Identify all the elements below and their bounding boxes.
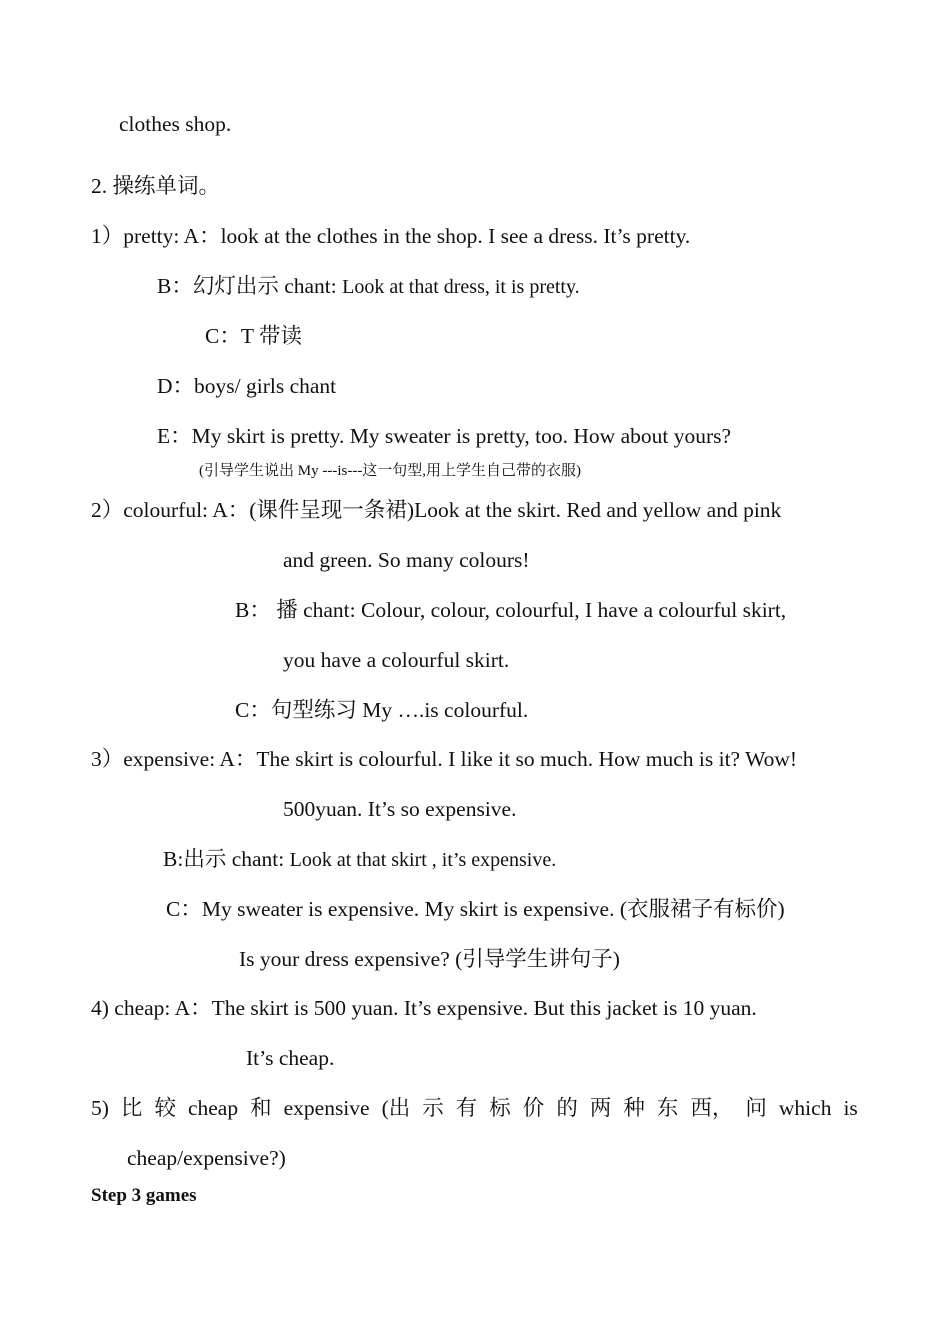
text-line: C：My sweater is expensive. My skirt is expensive. (衣服裙子有标价) (166, 897, 785, 921)
word: 标 (489, 1096, 511, 1120)
word: cheap (187, 1096, 239, 1120)
word: 东 (656, 1096, 679, 1120)
text-line: Is your dress expensive? (引导学生讲句子) (239, 947, 620, 971)
text-line (157, 276, 580, 298)
text-line: It’s cheap. (246, 1046, 335, 1070)
note-line: (引导学生说出 My ---is---这一句型,用上学生自己带的衣服) (199, 463, 582, 479)
word: is (843, 1096, 858, 1120)
text-span: Look at that skirt , it’s expensive. (289, 849, 557, 871)
word: 两 (589, 1096, 612, 1120)
text-line: D：boys/ girls chant (157, 374, 337, 398)
justified-line (91, 1098, 858, 1120)
word: 比 (120, 1096, 143, 1120)
text-line: 1）pretty: A：look at the clothes in the shop. I see a dress. It’s pretty. (91, 224, 691, 248)
word: 西， (690, 1096, 734, 1120)
word: (出 (381, 1096, 411, 1120)
text-line: you have a colourful skirt. (283, 648, 510, 672)
text-line: cheap/expensive?) (127, 1146, 286, 1170)
word: 5) (91, 1096, 109, 1120)
word: 价 (522, 1096, 545, 1120)
section-heading: 2. 操练单词。 (91, 174, 221, 198)
word: 问 (745, 1096, 767, 1120)
text-line: 4) cheap: A：The skirt is 500 yuan. It’s expensive. But this jacket is 10 yuan. (91, 996, 757, 1020)
text-span: Look at that dress, it is pretty. (342, 276, 580, 298)
word: 有 (455, 1096, 478, 1120)
word: which (778, 1096, 832, 1120)
word: expensive (283, 1096, 370, 1120)
text-line: E：My skirt is pretty. My sweater is pretty, too. How about yours? (157, 424, 732, 448)
text-line: and green. So many colours! (283, 548, 530, 572)
word: 的 (556, 1096, 578, 1120)
text-span: B:出示 chant: (163, 847, 290, 871)
word: 较 (154, 1096, 176, 1120)
word: 示 (422, 1096, 444, 1120)
text-span: B：幻灯出示 chant: (157, 274, 343, 298)
text-line: 3）expensive: A：The skirt is colourful. I like it so much. How much is it? Wow! (91, 747, 798, 771)
text-line (163, 849, 556, 871)
word: 和 (250, 1096, 272, 1120)
text-line: C：T 带读 (205, 324, 302, 348)
text-line: clothes shop. (119, 112, 232, 136)
word: 种 (623, 1096, 645, 1120)
text-line: B： 播 chant: Colour, colour, colourful, I have a colourful skirt, (235, 598, 787, 622)
text-line: 500yuan. It’s so expensive. (283, 797, 517, 821)
text-line: C：句型练习 My ….is colourful. (235, 698, 529, 722)
section-heading: Step 3 games (91, 1185, 197, 1206)
text-line: 2）colourful: A：(课件呈现一条裙)Look at the skirt. Red and yellow and pink (91, 498, 782, 522)
